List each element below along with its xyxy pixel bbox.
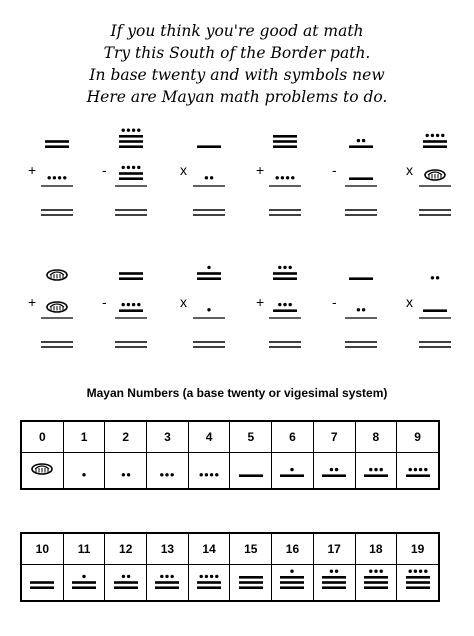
- math-problem: [332, 258, 378, 354]
- mayan-numeral-8: [364, 468, 388, 477]
- mayan-glyph: [189, 565, 229, 595]
- poem: [0, 20, 474, 108]
- problem-glyphs: [28, 126, 74, 222]
- mayan-numeral-7: [322, 468, 346, 477]
- number-row: [21, 533, 439, 565]
- operator: -: [102, 294, 107, 310]
- mayan-numeral-6: [280, 468, 304, 477]
- mayan-numeral-2: [205, 176, 214, 179]
- glyph-cell: [355, 565, 397, 602]
- mayan-glyph: [314, 453, 354, 483]
- math-problem: [102, 258, 148, 354]
- operator: x: [180, 162, 187, 178]
- mayan-numeral-11: [72, 575, 96, 589]
- operator: +: [28, 162, 37, 178]
- mayan-glyph: [314, 565, 354, 595]
- glyph-cell: [63, 453, 105, 490]
- mayan-numeral-2: [357, 308, 366, 311]
- mayan-numeral-5: [423, 309, 447, 312]
- number-cell: 14: [188, 533, 230, 565]
- mayan-numeral-10: [119, 272, 143, 280]
- poem-line: In base twenty and with symbols new: [89, 66, 385, 84]
- shell-icon: [425, 170, 445, 180]
- mayan-numeral-15: [239, 576, 263, 589]
- number-cell: 2: [105, 421, 147, 453]
- mayan-numeral-1: [207, 308, 210, 311]
- poem-line: Here are Mayan math problems to do.: [86, 88, 388, 106]
- glyph-cell: [313, 565, 355, 602]
- shell-icon: [47, 302, 67, 312]
- numbers-table-0-9: [20, 420, 440, 490]
- mayan-numeral-14: [119, 166, 143, 180]
- mayan-glyph: [64, 565, 104, 595]
- operator: +: [256, 162, 265, 178]
- operator: -: [332, 294, 337, 310]
- operator: x: [406, 162, 413, 178]
- mayan-numeral-4: [200, 473, 219, 476]
- problem-glyphs: [102, 258, 148, 354]
- math-problem: [406, 258, 452, 354]
- number-cell: 12: [105, 533, 147, 565]
- number-cell: 19: [397, 533, 439, 565]
- mayan-numeral-16: [280, 570, 304, 590]
- number-cell: 16: [272, 533, 314, 565]
- glyph-cell: [21, 453, 63, 490]
- glyph-cell: [188, 453, 230, 490]
- mayan-numeral-9: [119, 303, 143, 312]
- mayan-glyph: [22, 565, 62, 595]
- number-cell: 13: [147, 533, 189, 565]
- number-cell: 8: [355, 421, 397, 453]
- mayan-numeral-19: [119, 129, 143, 149]
- mayan-numeral-19: [406, 570, 430, 590]
- problem-glyphs: [28, 258, 74, 354]
- mayan-numeral-4: [276, 176, 295, 179]
- glyph-row: [21, 565, 439, 602]
- number-cell: 10: [21, 533, 63, 565]
- number-cell: 9: [397, 421, 439, 453]
- mayan-numeral-15: [273, 135, 297, 148]
- mayan-numeral-8: [273, 303, 297, 312]
- mayan-numeral-9: [406, 468, 430, 477]
- mayan-glyph: [272, 565, 312, 595]
- problem-glyphs: [256, 258, 302, 354]
- table-title: Mayan Numbers (a base twenty or vigesimal system): [86, 386, 388, 400]
- operator: -: [102, 162, 107, 178]
- mayan-numeral-4: [48, 176, 67, 179]
- mayan-glyph: [398, 565, 438, 595]
- glyph-cell: [147, 565, 189, 602]
- math-problem: [28, 258, 74, 354]
- number-cell: 1: [63, 421, 105, 453]
- number-cell: 18: [355, 533, 397, 565]
- glyph-cell: [272, 565, 314, 602]
- problem-glyphs: [180, 258, 226, 354]
- glyph-cell: [313, 453, 355, 490]
- number-cell: 7: [313, 421, 355, 453]
- operator: x: [406, 294, 413, 310]
- mayan-numeral-14: [197, 575, 221, 589]
- mayan-numeral-5: [349, 277, 373, 280]
- glyph-cell: [188, 565, 230, 602]
- poem-line: Try this South of the Border path.: [103, 44, 371, 62]
- glyph-cell: [355, 453, 397, 490]
- mayan-glyph: [106, 453, 146, 483]
- math-problem: [102, 126, 148, 222]
- mayan-numeral-5: [197, 145, 221, 148]
- mayan-glyph: [189, 453, 229, 483]
- glyph-cell: [63, 565, 105, 602]
- mayan-numeral-5: [349, 177, 373, 180]
- mayan-glyph: [272, 453, 312, 483]
- mayan-glyph: [64, 453, 104, 483]
- number-cell: 15: [230, 533, 272, 565]
- operator: -: [332, 162, 337, 178]
- problem-glyphs: [180, 126, 226, 222]
- problem-glyphs: [332, 126, 378, 222]
- problem-glyphs: [406, 126, 452, 222]
- math-problem: [180, 126, 226, 222]
- operator: +: [256, 294, 265, 310]
- number-cell: 5: [230, 421, 272, 453]
- mayan-numeral-2: [431, 276, 440, 279]
- glyph-cell: [21, 565, 63, 602]
- mayan-numeral-2: [121, 473, 130, 476]
- shell-icon: [32, 464, 52, 474]
- mayan-numeral-12: [114, 575, 138, 589]
- numbers-table-10-19: [20, 532, 440, 602]
- glyph-cell: [147, 453, 189, 490]
- glyph-cell: [272, 453, 314, 490]
- problem-glyphs: [406, 258, 452, 354]
- problem-glyphs: [332, 258, 378, 354]
- glyph-cell: [397, 453, 439, 490]
- math-problem: [406, 126, 452, 222]
- mayan-glyph: [22, 453, 62, 483]
- glyph-cell: [230, 565, 272, 602]
- mayan-glyph: [398, 453, 438, 483]
- mayan-numeral-10: [45, 140, 69, 148]
- mayan-glyph: [147, 565, 187, 595]
- mayan-numeral-13: [155, 575, 179, 589]
- mayan-glyph: [231, 453, 271, 483]
- number-cell: 17: [313, 533, 355, 565]
- number-cell: 0: [21, 421, 63, 453]
- shell-icon: [47, 270, 67, 280]
- glyph-cell: [230, 453, 272, 490]
- number-cell: 11: [63, 533, 105, 565]
- mayan-numeral-14: [423, 134, 447, 148]
- mayan-numeral-10: [30, 581, 54, 589]
- glyph-cell: [105, 453, 147, 490]
- mayan-glyph: [356, 565, 396, 595]
- math-problem: [256, 126, 302, 222]
- operator: +: [28, 294, 37, 310]
- operator: x: [180, 294, 187, 310]
- number-cell: 6: [272, 421, 314, 453]
- glyph-row: [21, 453, 439, 490]
- problem-glyphs: [256, 126, 302, 222]
- mayan-numeral-11: [197, 266, 221, 280]
- mayan-numeral-1: [82, 473, 85, 476]
- mayan-numeral-13: [273, 266, 297, 280]
- mayan-numeral-3: [161, 473, 175, 476]
- mayan-glyph: [231, 565, 271, 595]
- problem-glyphs: [102, 126, 148, 222]
- poem-line: If you think you're good at math: [110, 22, 364, 40]
- mayan-numeral-17: [322, 570, 346, 590]
- math-problem: [180, 258, 226, 354]
- glyph-cell: [105, 565, 147, 602]
- math-problem: [332, 126, 378, 222]
- math-problem: [28, 126, 74, 222]
- mayan-numeral-18: [364, 570, 388, 590]
- glyph-cell: [397, 565, 439, 602]
- mayan-glyph: [356, 453, 396, 483]
- mayan-glyph: [106, 565, 146, 595]
- number-cell: 4: [188, 421, 230, 453]
- math-problem: [256, 258, 302, 354]
- number-cell: 3: [147, 421, 189, 453]
- mayan-numeral-5: [239, 474, 263, 477]
- mayan-numeral-7: [349, 139, 373, 148]
- number-row: [21, 421, 439, 453]
- mayan-glyph: [147, 453, 187, 483]
